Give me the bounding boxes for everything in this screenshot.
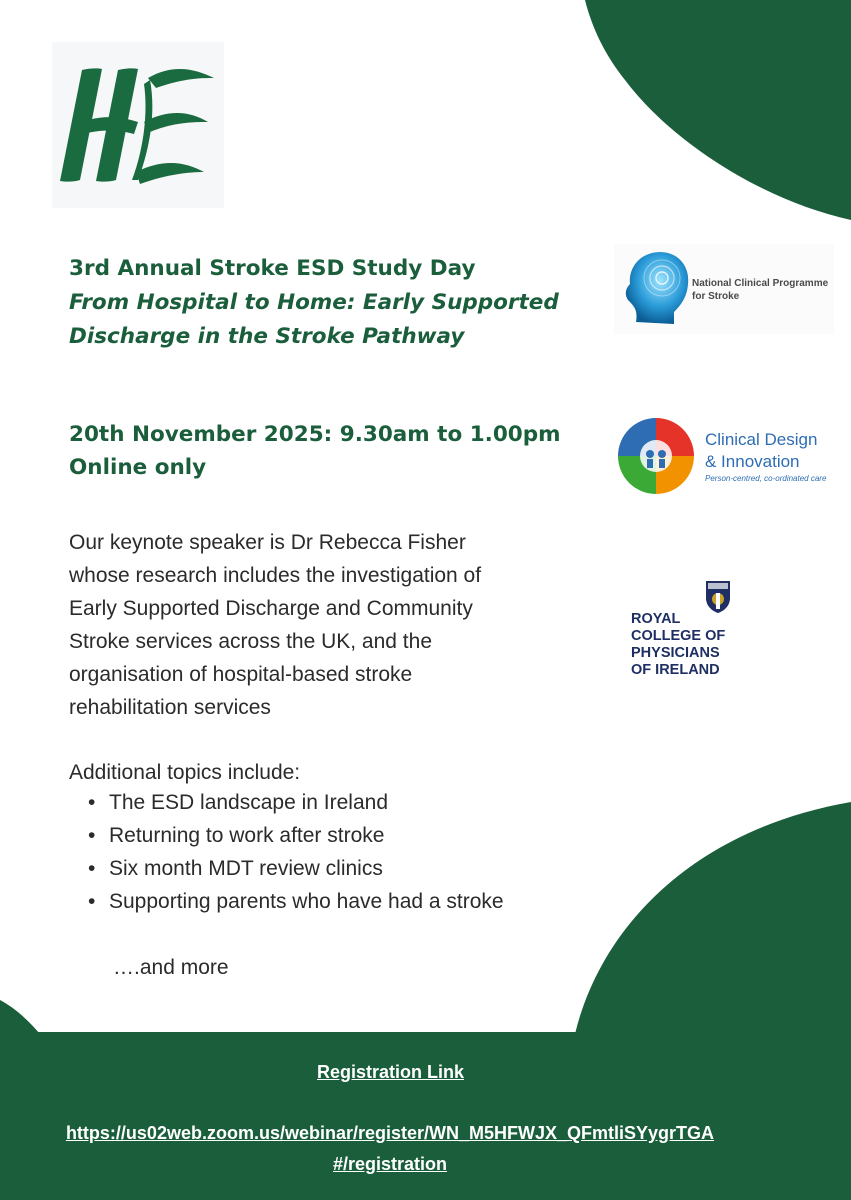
hse-logo <box>52 42 224 208</box>
ncp-logo-text: National Clinical Programme for Stroke <box>692 278 829 302</box>
top-right-green-curve <box>585 0 851 220</box>
cdi-title-line1: Clinical Design <box>705 430 818 449</box>
registration-url-link[interactable]: https://us02web.zoom.us/webinar/register/WN_M5HFWJX_QFmtliSYygrTGA#/registration <box>65 1123 715 1174</box>
event-date-block <box>69 418 589 484</box>
event-title-block <box>69 252 589 354</box>
and-more-text: ….and more <box>113 956 229 979</box>
list-item: • Returning to work after stroke <box>88 819 518 852</box>
cdi-wheel-icon <box>616 416 696 496</box>
rcpi-logo <box>620 580 740 685</box>
list-item: • Six month MDT review clinics <box>88 852 518 885</box>
keynote-paragraph: Our keynote speaker is Dr Rebecca Fisher whose research includes the investigation of Early Supported Discharge and Community Stroke services across the UK, and the organisation of hospital-based stroke rehabilitation services <box>69 531 482 719</box>
list-item: • Supporting parents who have had a stroke <box>88 885 518 918</box>
head-profile-icon <box>614 244 694 334</box>
event-subtitle: From Hospital to Home: Early Supported Discharge in the Stroke Pathway <box>69 290 559 349</box>
bottom-right-green-curve <box>575 802 851 1034</box>
registration-link-label[interactable]: Registration Link <box>316 1062 464 1082</box>
topics-list <box>88 786 518 918</box>
topics-intro: Additional topics include: <box>69 761 301 784</box>
event-location: Online only <box>69 455 207 480</box>
cdi-title-line2: & Innovation <box>705 452 800 471</box>
event-date: 20th November 2025: 9.30am to 1.00pm <box>69 422 561 447</box>
cdi-logo <box>616 416 836 496</box>
cdi-tagline: Person-centred, co-ordinated care <box>705 474 827 483</box>
bottom-left-green-curve <box>0 1000 40 1034</box>
list-item: • The ESD landscape in Ireland <box>88 786 518 819</box>
rcpi-logo-text: ROYAL COLLEGE OF PHYSICIANS OF IRELAND <box>631 611 726 678</box>
ncp-stroke-logo <box>614 244 834 334</box>
rcpi-crest-icon <box>620 580 740 614</box>
event-title: 3rd Annual Stroke ESD Study Day <box>69 256 476 281</box>
